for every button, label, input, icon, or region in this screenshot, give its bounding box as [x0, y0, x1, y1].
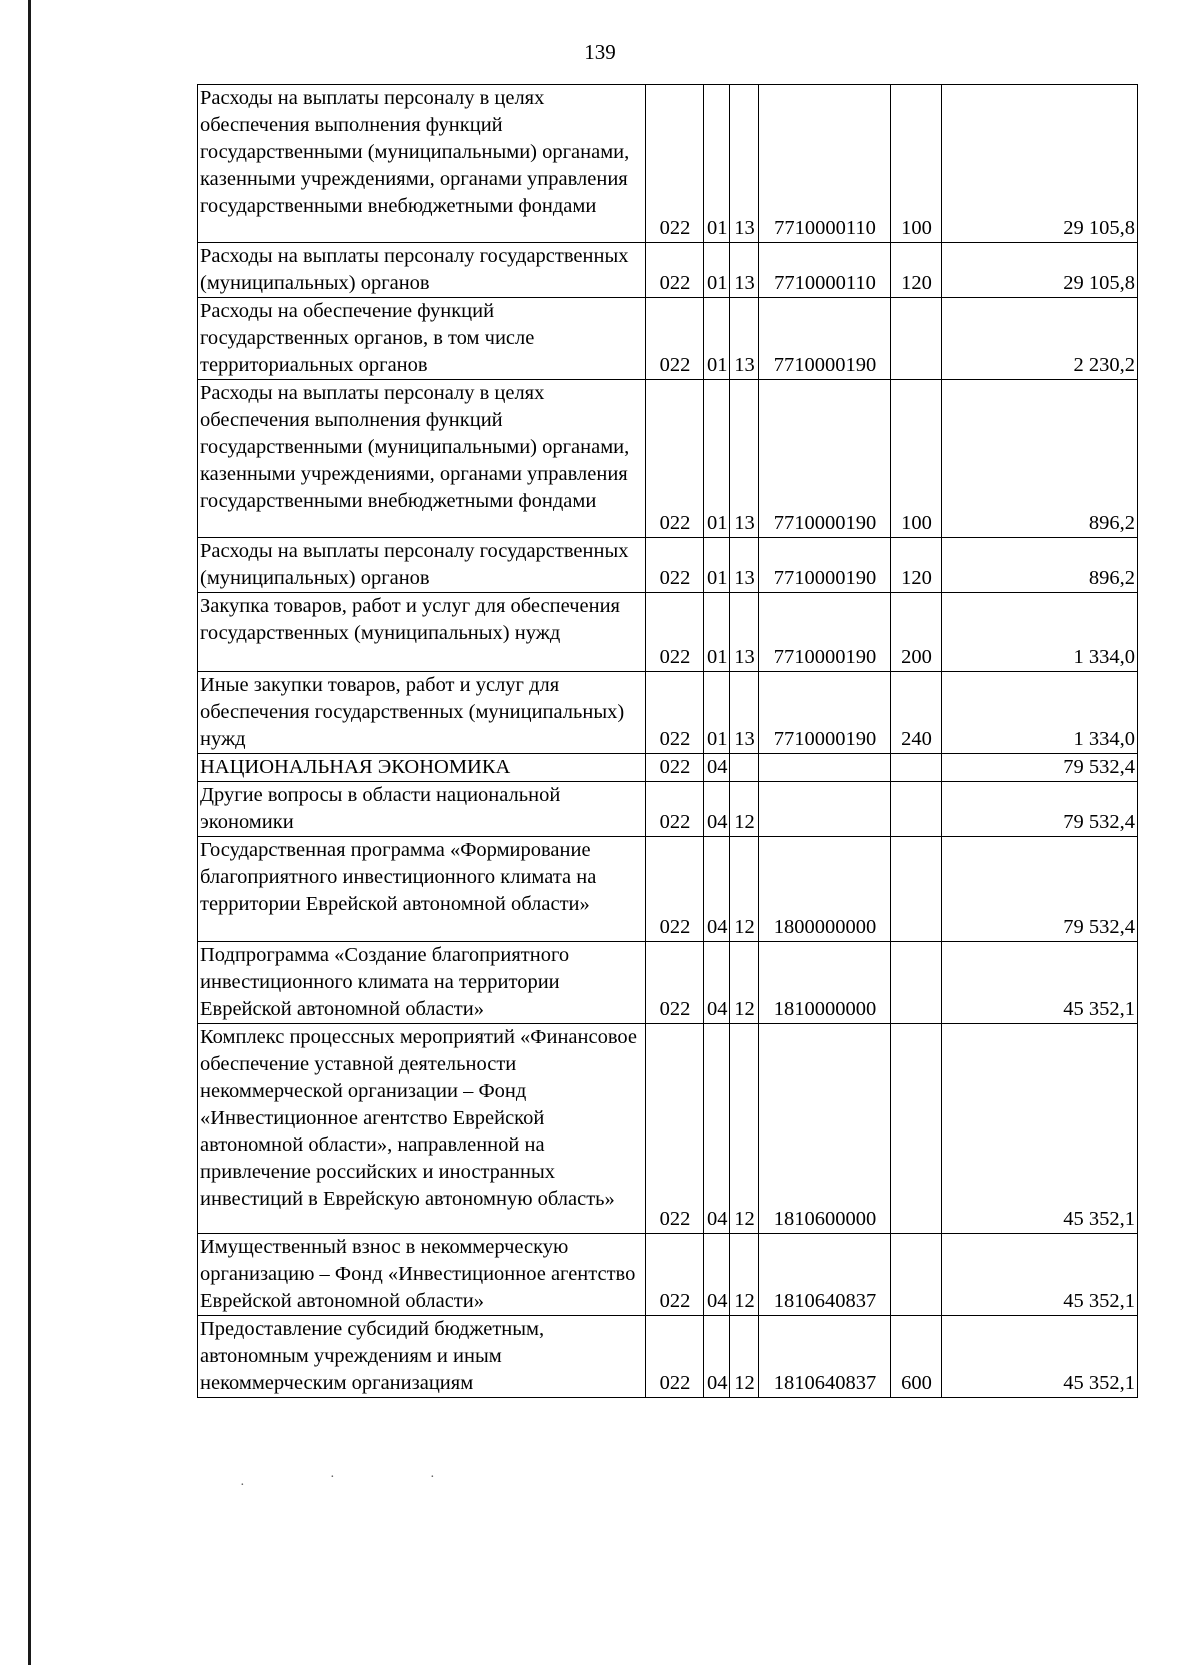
scan-speck: · [330, 1470, 335, 1485]
scan-speck: · [240, 1478, 245, 1493]
ministry-code-cell: 022 [646, 85, 704, 243]
table-row [198, 538, 1138, 593]
binding-edge-line [28, 0, 31, 1665]
subsection-code-cell: 13 [730, 672, 759, 754]
target-article-cell: 7710000190 [759, 593, 891, 672]
table-row [198, 593, 1138, 672]
section-code-cell: 01 [704, 380, 730, 538]
table-row [198, 672, 1138, 754]
target-article-cell: 1810640837 [759, 1234, 891, 1316]
row-name-cell: Предоставление субсидий бюджетным, автономным учреждениям и иным некоммерческим организациям [198, 1316, 646, 1398]
expense-type-cell: 200 [891, 593, 942, 672]
expense-type-cell: 100 [891, 380, 942, 538]
subsection-code-cell: 12 [730, 1234, 759, 1316]
amount-cell: 79 532,4 [942, 837, 1138, 942]
row-name-cell: Иные закупки товаров, работ и услуг для обеспечения государственных (муниципальных) нужд [198, 672, 646, 754]
section-code-cell: 01 [704, 243, 730, 298]
amount-cell: 45 352,1 [942, 942, 1138, 1024]
expense-type-cell: 120 [891, 538, 942, 593]
amount-cell: 79 532,4 [942, 782, 1138, 837]
expense-type-cell [891, 837, 942, 942]
page-number: 139 [584, 40, 616, 64]
expense-type-cell [891, 942, 942, 1024]
amount-cell: 1 334,0 [942, 593, 1138, 672]
target-article-cell: 7710000110 [759, 85, 891, 243]
row-name-cell: Закупка товаров, работ и услуг для обеспечения государственных (муниципальных) нужд [198, 593, 646, 672]
section-code-cell: 01 [704, 672, 730, 754]
table-row [198, 298, 1138, 380]
amount-cell: 45 352,1 [942, 1024, 1138, 1234]
row-name-cell: Государственная программа «Формирование благоприятного инвестиционного климата на территории Еврейской автономной области» [198, 837, 646, 942]
table-row [198, 1024, 1138, 1234]
row-name-cell: Комплекс процессных мероприятий «Финансовое обеспечение уставной деятельности некоммерческой организации – Фонд «Инвестиционное агентство Еврейской автономной области», направленной на привлечение российских и иностранных инвестиций в Еврейскую автономную область» [198, 1024, 646, 1234]
expense-type-cell [891, 754, 942, 782]
expense-type-cell: 600 [891, 1316, 942, 1398]
subsection-code-cell: 13 [730, 243, 759, 298]
section-code-cell: 01 [704, 538, 730, 593]
subsection-code-cell: 13 [730, 85, 759, 243]
table-row [198, 782, 1138, 837]
subsection-code-cell: 13 [730, 593, 759, 672]
ministry-code-cell: 022 [646, 593, 704, 672]
row-name-cell: Расходы на обеспечение функций государственных органов, в том числе территориальных органов [198, 298, 646, 380]
ministry-code-cell: 022 [646, 1234, 704, 1316]
subsection-code-cell [730, 754, 759, 782]
ministry-code-cell: 022 [646, 1024, 704, 1234]
subsection-code-cell: 13 [730, 380, 759, 538]
row-name-cell: Расходы на выплаты персоналу в целях обеспечения выполнения функций государственными (муниципальными) органами, казенными учреждениями, органами управления государственными внебюджетными фондами [198, 380, 646, 538]
ministry-code-cell: 022 [646, 298, 704, 380]
section-code-cell: 04 [704, 1024, 730, 1234]
row-name-cell: Расходы на выплаты персоналу государственных (муниципальных) органов [198, 538, 646, 593]
budget-table [197, 84, 1138, 1398]
budget-table-body [198, 85, 1138, 1398]
subsection-code-cell: 12 [730, 837, 759, 942]
row-name-cell: Расходы на выплаты персоналу государственных (муниципальных) органов [198, 243, 646, 298]
section-code-cell: 01 [704, 85, 730, 243]
subsection-code-cell: 13 [730, 298, 759, 380]
target-article-cell [759, 754, 891, 782]
subsection-code-cell: 12 [730, 1024, 759, 1234]
amount-cell: 896,2 [942, 538, 1138, 593]
section-code-cell: 04 [704, 782, 730, 837]
section-code-cell: 04 [704, 754, 730, 782]
scan-speck: · [430, 1470, 435, 1485]
expense-type-cell [891, 782, 942, 837]
section-code-cell: 04 [704, 1316, 730, 1398]
amount-cell: 29 105,8 [942, 243, 1138, 298]
table-row [198, 243, 1138, 298]
amount-cell: 79 532,4 [942, 754, 1138, 782]
expense-type-cell: 100 [891, 85, 942, 243]
subsection-code-cell: 12 [730, 942, 759, 1024]
table-row [198, 1316, 1138, 1398]
table-row [198, 942, 1138, 1024]
amount-cell: 1 334,0 [942, 672, 1138, 754]
table-row [198, 754, 1138, 782]
section-code-cell: 04 [704, 942, 730, 1024]
subsection-code-cell: 13 [730, 538, 759, 593]
table-row [198, 837, 1138, 942]
amount-cell: 2 230,2 [942, 298, 1138, 380]
row-name-cell: Имущественный взнос в некоммерческую организацию – Фонд «Инвестиционное агентство Еврейской автономной области» [198, 1234, 646, 1316]
section-code-cell: 04 [704, 1234, 730, 1316]
section-code-cell: 04 [704, 837, 730, 942]
row-name-cell: Расходы на выплаты персоналу в целях обеспечения выполнения функций государственными (муниципальными) органами, казенными учреждениями, органами управления государственными внебюджетными фондами [198, 85, 646, 243]
target-article-cell: 1810600000 [759, 1024, 891, 1234]
amount-cell: 45 352,1 [942, 1316, 1138, 1398]
target-article-cell: 7710000190 [759, 538, 891, 593]
target-article-cell: 7710000110 [759, 243, 891, 298]
target-article-cell: 1800000000 [759, 837, 891, 942]
amount-cell: 29 105,8 [942, 85, 1138, 243]
target-article-cell: 7710000190 [759, 298, 891, 380]
table-row [198, 1234, 1138, 1316]
subsection-code-cell: 12 [730, 1316, 759, 1398]
expense-type-cell: 240 [891, 672, 942, 754]
ministry-code-cell: 022 [646, 782, 704, 837]
row-name-cell: Другие вопросы в области национальной экономики [198, 782, 646, 837]
row-name-cell: Подпрограмма «Создание благоприятного инвестиционного климата на территории Еврейской автономной области» [198, 942, 646, 1024]
target-article-cell: 7710000190 [759, 672, 891, 754]
target-article-cell [759, 782, 891, 837]
section-code-cell: 01 [704, 298, 730, 380]
target-article-cell: 1810640837 [759, 1316, 891, 1398]
target-article-cell: 1810000000 [759, 942, 891, 1024]
section-code-cell: 01 [704, 593, 730, 672]
expense-type-cell: 120 [891, 243, 942, 298]
target-article-cell: 7710000190 [759, 380, 891, 538]
ministry-code-cell: 022 [646, 1316, 704, 1398]
ministry-code-cell: 022 [646, 243, 704, 298]
subsection-code-cell: 12 [730, 782, 759, 837]
table-row [198, 85, 1138, 243]
amount-cell: 45 352,1 [942, 1234, 1138, 1316]
amount-cell: 896,2 [942, 380, 1138, 538]
ministry-code-cell: 022 [646, 380, 704, 538]
ministry-code-cell: 022 [646, 538, 704, 593]
expense-type-cell [891, 1234, 942, 1316]
expense-type-cell [891, 298, 942, 380]
row-name-cell: НАЦИОНАЛЬНАЯ ЭКОНОМИКА [198, 754, 646, 782]
ministry-code-cell: 022 [646, 754, 704, 782]
ministry-code-cell: 022 [646, 942, 704, 1024]
ministry-code-cell: 022 [646, 837, 704, 942]
table-row [198, 380, 1138, 538]
ministry-code-cell: 022 [646, 672, 704, 754]
expense-type-cell [891, 1024, 942, 1234]
